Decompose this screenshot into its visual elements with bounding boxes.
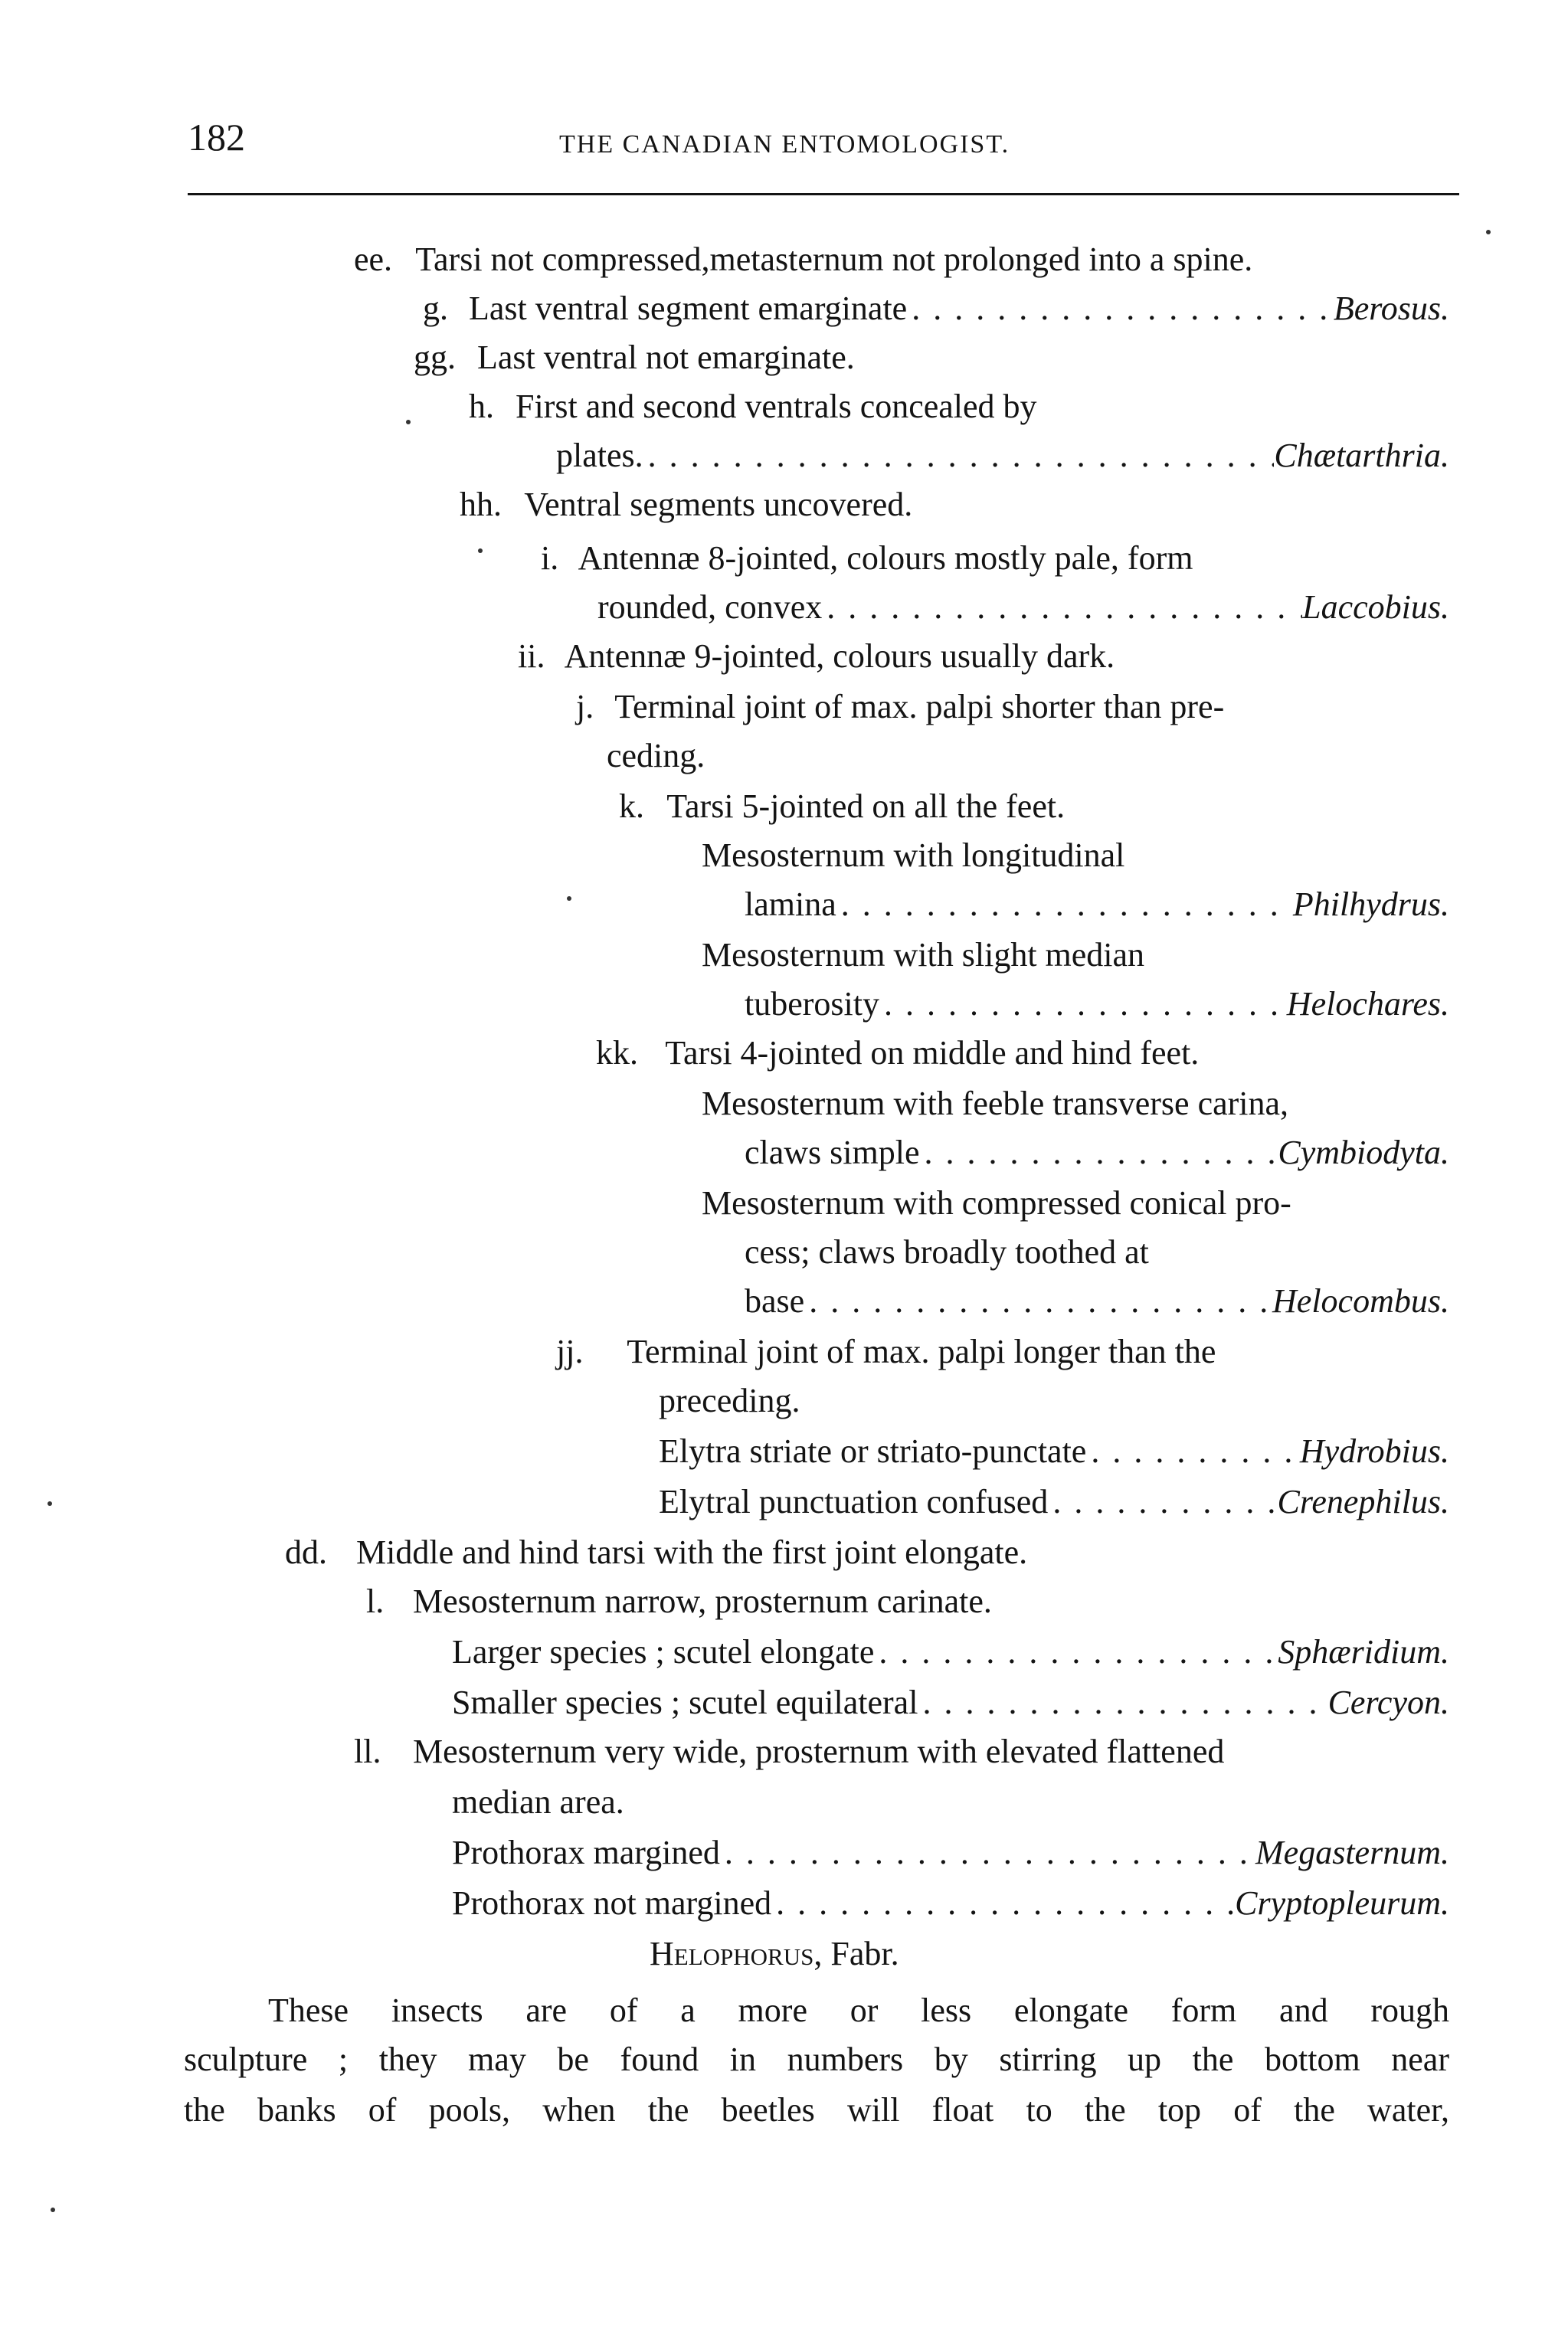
- genus-name: Cymbiodyta.: [1278, 1134, 1449, 1171]
- key-line: [452, 1630, 1449, 1674]
- key-label: g.: [423, 290, 448, 327]
- print-speck: [478, 548, 483, 553]
- key-text: Terminal joint of max. palpi shorter than pre-: [614, 688, 1225, 725]
- key-line: [285, 1530, 1027, 1575]
- running-title: THE CANADIAN ENTOMOLOGIST.: [559, 130, 1010, 159]
- key-text: base: [745, 1282, 805, 1320]
- key-label: kk.: [596, 1034, 638, 1072]
- key-text: Larger species ; scutel elongate: [452, 1633, 875, 1671]
- key-line: [576, 685, 1224, 729]
- key-label: j.: [576, 688, 594, 725]
- key-text: Terminal joint of max. palpi longer than the: [627, 1333, 1216, 1370]
- key-label: ii.: [518, 637, 545, 675]
- key-line: [354, 1730, 1224, 1774]
- genus-name: Helochares.: [1286, 985, 1449, 1023]
- key-text: Tarsi 5-jointed on all the feet.: [666, 787, 1066, 825]
- key-text: Ventral segments uncovered.: [524, 486, 913, 523]
- dot-leader: [1048, 1480, 1277, 1524]
- key-text: median area.: [452, 1783, 624, 1821]
- key-line: [659, 1429, 1449, 1474]
- print-speck: [406, 420, 411, 424]
- key-label: dd.: [285, 1533, 327, 1571]
- dot-leader: [920, 1131, 1278, 1175]
- key-line: [452, 1681, 1449, 1725]
- key-line: [596, 1031, 1199, 1075]
- key-line: [702, 1181, 1291, 1226]
- key-line: [556, 1330, 1216, 1374]
- heading-genus: Helophorus: [650, 1935, 814, 1972]
- key-text: Middle and hind tarsi with the first joint elongate.: [356, 1533, 1028, 1571]
- key-text: Mesosternum with longitudinal: [702, 836, 1125, 874]
- key-line: [414, 335, 855, 380]
- dot-leader: [822, 585, 1302, 630]
- key-label: l.: [366, 1583, 385, 1620]
- page-number: 182: [188, 116, 245, 159]
- key-line: [659, 1480, 1449, 1524]
- key-label: gg.: [414, 339, 456, 376]
- key-line: [745, 882, 1449, 927]
- genus-name: Philhydrus.: [1292, 885, 1449, 923]
- key-text: Elytra striate or striato-punctate: [659, 1432, 1087, 1470]
- key-text: Mesosternum with slight median: [702, 936, 1145, 974]
- print-speck: [47, 1501, 52, 1506]
- key-line: [518, 634, 1115, 679]
- key-text: First and second ventrals concealed by: [516, 388, 1037, 425]
- key-text: plates.: [556, 437, 643, 474]
- key-line: [556, 434, 1449, 478]
- key-text: ceding.: [607, 737, 705, 774]
- key-line: [423, 286, 1449, 331]
- key-line: [702, 833, 1124, 878]
- key-text: Smaller species ; scutel equilateral: [452, 1684, 918, 1721]
- key-line: [659, 1379, 800, 1423]
- key-line: [452, 1881, 1449, 1926]
- genus-name: Sphæridium.: [1278, 1633, 1449, 1671]
- key-label: i.: [541, 539, 559, 577]
- genus-name: Berosus.: [1333, 290, 1449, 327]
- key-text: lamina: [745, 885, 836, 923]
- key-line: [354, 237, 1252, 282]
- genus-name: Megasternum.: [1255, 1834, 1449, 1871]
- key-line: [619, 784, 1065, 829]
- key-line: [745, 1230, 1149, 1275]
- dot-leader: [720, 1831, 1255, 1875]
- genus-name: Cryptopleurum.: [1235, 1884, 1449, 1922]
- key-text: preceding.: [659, 1382, 800, 1419]
- print-speck: [1486, 230, 1491, 234]
- key-line: [745, 1279, 1449, 1324]
- key-label: ll.: [354, 1733, 381, 1770]
- dot-leader: [804, 1279, 1272, 1324]
- paragraph-line: the banks of pools, when the beetles will float to the top of the water,: [184, 2091, 1449, 2129]
- key-label: h.: [469, 388, 494, 425]
- genus-name: Cercyon.: [1327, 1684, 1449, 1721]
- paragraph-line: sculpture ; they may be found in numbers by stirring up the bottom near: [184, 2041, 1449, 2078]
- dot-leader: [643, 434, 1275, 478]
- key-text: Mesosternum with compressed conical pro-: [702, 1184, 1291, 1222]
- key-text: Tarsi 4-jointed on middle and hind feet.: [665, 1034, 1200, 1072]
- dot-leader: [907, 286, 1334, 331]
- key-label: hh.: [460, 486, 502, 523]
- genus-name: Crenephilus.: [1277, 1483, 1449, 1520]
- dot-leader: [771, 1881, 1235, 1926]
- key-text: Prothorax not margined: [452, 1884, 772, 1922]
- genus-name: Chætarthria.: [1274, 437, 1449, 474]
- key-line: [702, 933, 1144, 977]
- key-text: Antennæ 9-jointed, colours usually dark.: [564, 637, 1115, 675]
- dot-leader: [879, 982, 1287, 1026]
- key-line: [452, 1780, 624, 1825]
- key-text: Last ventral not emarginate.: [477, 339, 855, 376]
- key-text: Mesosternum narrow, prosternum carinate.: [413, 1583, 992, 1620]
- key-label: jj.: [556, 1333, 584, 1370]
- header-rule: [188, 193, 1459, 195]
- key-line: [702, 1082, 1288, 1126]
- key-text: Last ventral segment emarginate: [469, 290, 908, 327]
- key-line: [745, 982, 1449, 1026]
- dot-leader: [1086, 1429, 1300, 1474]
- genus-name: Laccobius.: [1302, 588, 1449, 626]
- key-text: Prothorax margined: [452, 1834, 720, 1871]
- genus-name: Helocombus.: [1272, 1282, 1449, 1320]
- heading-author: , Fabr.: [813, 1935, 899, 1972]
- key-text: Tarsi not compressed,metasternum not prolonged into a spine.: [415, 241, 1253, 278]
- key-text: Mesosternum very wide, prosternum with elevated flattened: [413, 1733, 1225, 1770]
- print-speck: [51, 2208, 55, 2212]
- key-text: Mesosternum with feeble transverse carina,: [702, 1085, 1289, 1122]
- key-text: rounded, convex: [597, 588, 823, 626]
- dot-leader: [918, 1681, 1327, 1725]
- key-label: k.: [619, 787, 644, 825]
- key-line: [597, 585, 1449, 630]
- key-line: [745, 1131, 1449, 1175]
- key-text: claws simple: [745, 1134, 920, 1171]
- key-line: [460, 483, 912, 527]
- key-line: [469, 385, 1037, 429]
- key-text: tuberosity: [745, 985, 879, 1023]
- dot-leader: [836, 882, 1293, 927]
- key-line: [366, 1579, 992, 1624]
- section-heading: [650, 1932, 899, 1976]
- paragraph-line: These insects are of a more or less elongate form and rough: [268, 1992, 1449, 2029]
- genus-name: Hydrobius.: [1299, 1432, 1449, 1470]
- key-line: [452, 1831, 1449, 1875]
- key-label: ee.: [354, 241, 393, 278]
- print-speck: [567, 896, 571, 901]
- dot-leader: [874, 1630, 1278, 1674]
- key-text: Elytral punctuation confused: [659, 1483, 1049, 1520]
- key-line: [541, 536, 1193, 581]
- key-text: Antennæ 8-jointed, colours mostly pale, form: [578, 539, 1193, 577]
- key-text: cess; claws broadly toothed at: [745, 1233, 1149, 1271]
- key-line: [607, 734, 705, 778]
